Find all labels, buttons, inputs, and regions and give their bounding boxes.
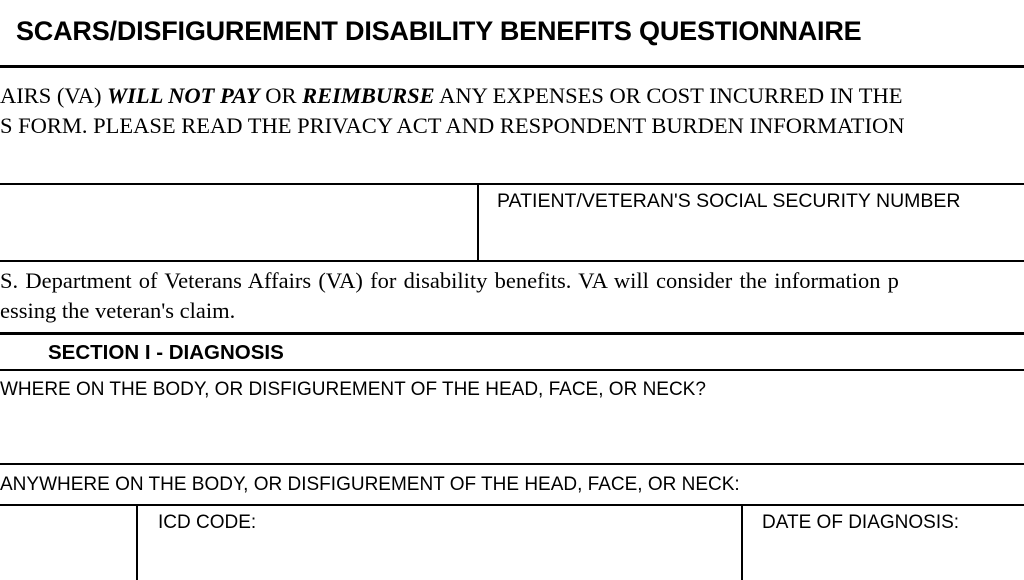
icd-date-divider <box>741 505 743 580</box>
patient-name-field[interactable] <box>0 186 476 260</box>
notice-line-2: S FORM. PLEASE READ THE PRIVACY ACT AND RESPONDENT BURDEN INFORMATION <box>0 113 905 138</box>
notice-line-1-suffix: ANY EXPENSES OR COST INCURRED IN THE <box>434 83 903 108</box>
icd-code-label: ICD CODE: <box>158 512 257 533</box>
identity-column-divider <box>477 185 479 261</box>
notice-or: OR <box>259 83 303 108</box>
identity-bottom-divider <box>0 260 1024 262</box>
icd-code-field[interactable] <box>139 538 740 580</box>
question-1-divider <box>0 463 1024 465</box>
question-2-text: ANYWHERE ON THE BODY, OR DISFIGUREMENT OF THE HEAD, FACE, OR NECK: <box>0 474 740 495</box>
diagnosis-row-top-divider <box>0 504 1024 506</box>
notice-line-1 <box>0 83 902 109</box>
identity-top-divider <box>0 183 1024 185</box>
question-1-answer-area[interactable] <box>0 404 1024 462</box>
section-top-divider <box>0 332 1024 335</box>
statement-line-1: S. Department of Veterans Affairs (VA) for disability benefits. VA will consider the information p <box>0 268 899 293</box>
date-of-diagnosis-field[interactable] <box>744 538 1024 580</box>
diagnosis-icd-divider <box>136 505 138 580</box>
notice-line-1-prefix: AIRS (VA) <box>0 83 108 108</box>
ssn-label: PATIENT/VETERAN'S SOCIAL SECURITY NUMBER <box>497 190 961 212</box>
section-heading: SECTION I - DIAGNOSIS <box>48 341 284 364</box>
title-divider <box>0 65 1024 68</box>
diagnosis-field[interactable] <box>0 506 136 580</box>
ssn-field[interactable] <box>480 218 1024 260</box>
section-bottom-divider <box>0 369 1024 371</box>
notice-reimburse: REIMBURSE <box>302 83 435 108</box>
form-title: SCARS/DISFIGUREMENT DISABILITY BENEFITS QUESTIONNAIRE <box>16 16 862 46</box>
notice-will-not-pay: WILL NOT PAY <box>107 83 260 108</box>
statement-line-2: essing the veteran's claim. <box>0 298 236 323</box>
date-of-diagnosis-label: DATE OF DIAGNOSIS: <box>762 512 960 533</box>
question-1-text: WHERE ON THE BODY, OR DISFIGUREMENT OF THE HEAD, FACE, OR NECK? <box>0 379 706 400</box>
